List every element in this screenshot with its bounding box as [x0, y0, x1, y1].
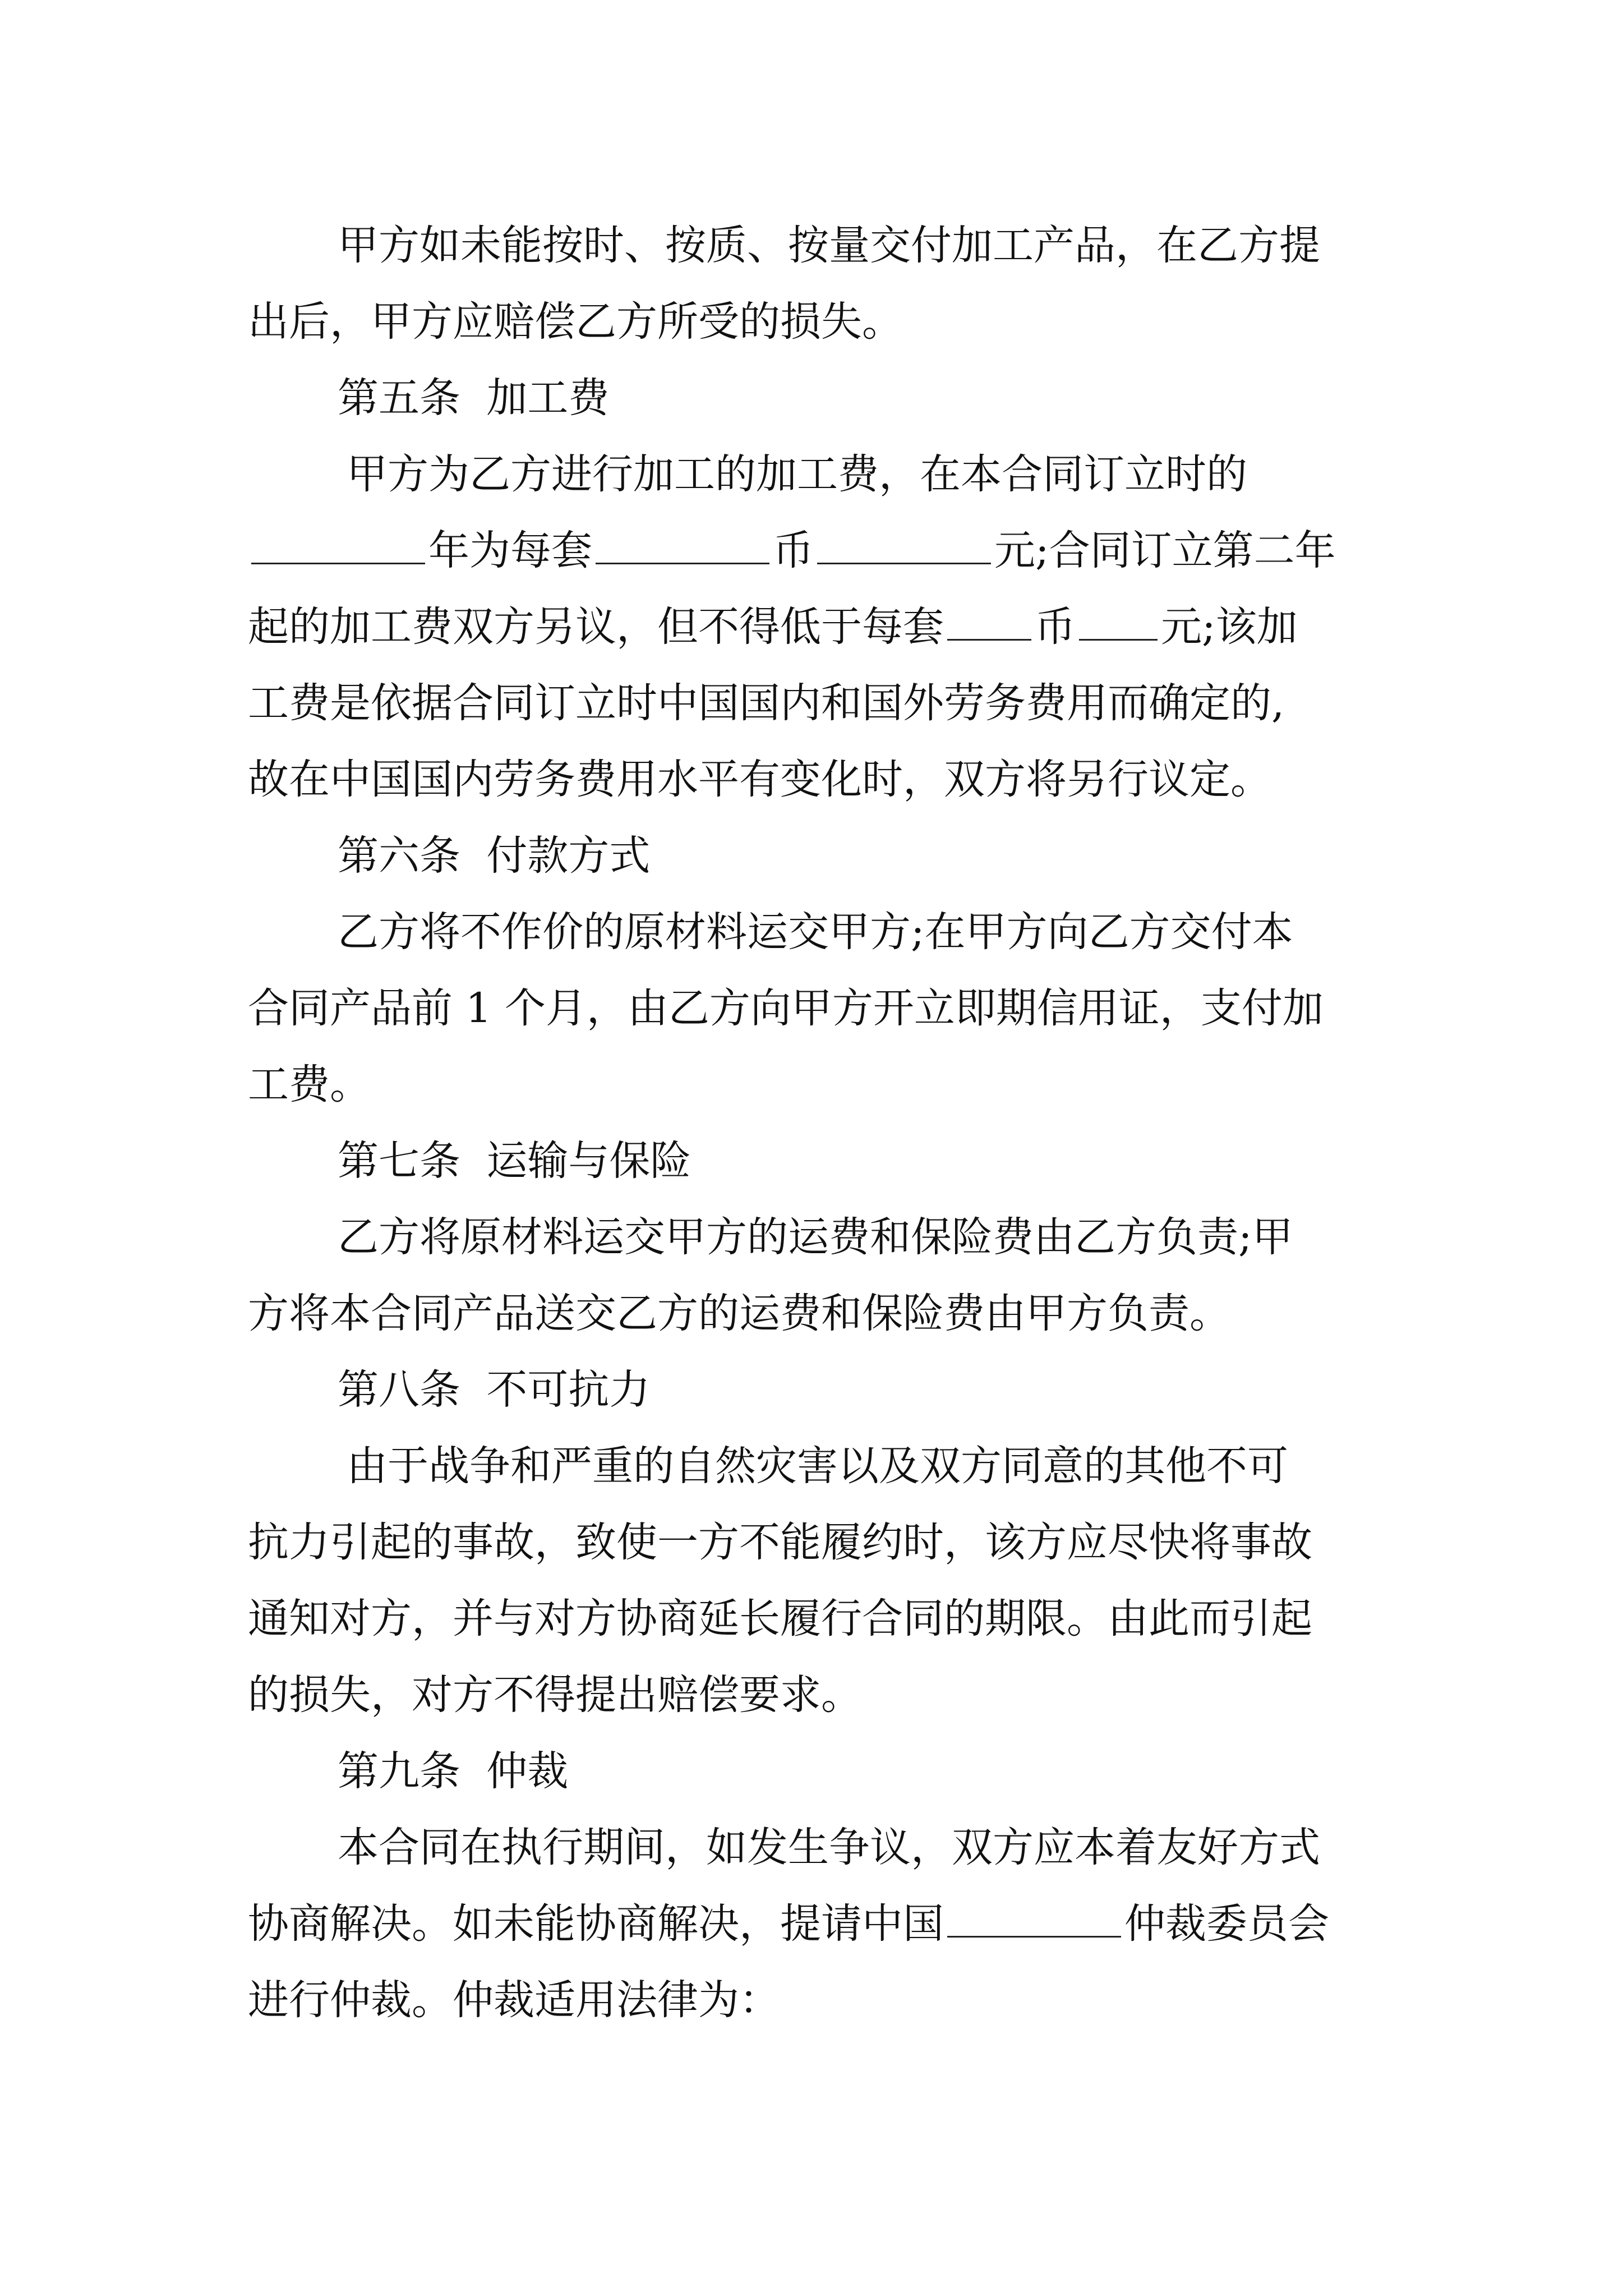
text-run: 合同产品前 1 个月，由乙方向甲方开立即期信用证，支付加	[248, 984, 1324, 1032]
paragraph-line	[248, 1428, 1386, 1504]
text-run: 工费。	[248, 1061, 371, 1108]
article-heading-5	[248, 360, 1386, 436]
heading-text: 第九条 仲裁	[338, 1747, 569, 1795]
paragraph-line	[248, 1581, 1386, 1657]
text-run: 币	[1035, 603, 1076, 651]
article-heading-6	[248, 818, 1386, 894]
paragraph-line	[248, 1504, 1386, 1581]
text-run: 起的加工费双方另议，但不得低于每套	[248, 603, 944, 651]
paragraph-line	[248, 665, 1386, 742]
fill-in-blank[interactable]	[947, 1903, 1121, 1938]
text-run: 协商解决。如未能协商解决，提请中国	[248, 1900, 944, 1948]
paragraph-line	[248, 513, 1386, 589]
paragraph-line	[248, 742, 1386, 818]
paragraph-line	[248, 970, 1386, 1047]
text-run: 年为每套	[428, 527, 592, 574]
paragraph-line	[248, 1886, 1386, 1962]
paragraph-line	[248, 589, 1386, 665]
text-run: 元;该加	[1161, 603, 1298, 651]
paragraph-line	[248, 1657, 1386, 1733]
heading-text: 第七条 运输与保险	[338, 1137, 691, 1185]
paragraph-line	[248, 1047, 1386, 1123]
text-run: 币	[773, 527, 814, 574]
text-run: 抗力引起的事故，致使一方不能履约时，该方应尽快将事故	[248, 1519, 1312, 1566]
paragraph-line	[248, 1199, 1386, 1276]
paragraph-line	[248, 436, 1386, 513]
text-run: 乙方将原材料运交甲方的运费和保险费由乙方负责;甲	[338, 1213, 1293, 1261]
text-run: 工费是依据合同订立时中国国内和国外劳务费用而确定的,	[248, 679, 1285, 727]
text-run: 仲裁委员会	[1124, 1900, 1329, 1948]
paragraph-line	[248, 894, 1386, 970]
text-run: 的损失，对方不得提出赔偿要求。	[248, 1671, 862, 1719]
text-run: 由于战争和严重的自然灾害以及双方同意的其他不可	[347, 1442, 1288, 1490]
article-heading-8	[248, 1352, 1386, 1428]
heading-text: 第六条 付款方式	[338, 832, 651, 880]
text-run: 甲方如未能按时、按质、按量交付加工产品，在乙方提	[338, 222, 1320, 269]
text-run: 本合同在执行期间，如发生争议，双方应本着友好方式	[338, 1824, 1320, 1871]
paragraph-line	[248, 208, 1386, 284]
text-run: 通知对方，并与对方协商延长履行合同的期限。由此而引起	[248, 1595, 1312, 1642]
text-run: 元;合同订立第二年	[994, 527, 1336, 574]
text-run: 甲方为乙方进行加工的加工费，在本合同订立时的	[347, 450, 1247, 498]
text-run: 方将本合同产品送交乙方的运费和保险费由甲方负责。	[248, 1290, 1230, 1337]
fill-in-blank[interactable]	[251, 530, 425, 564]
text-run: 乙方将不作价的原材料运交甲方;在甲方向乙方交付本	[338, 908, 1293, 956]
text-run: 故在中国国内劳务费用水平有变化时，双方将另行议定。	[248, 756, 1271, 803]
heading-text: 第八条 不可抗力	[338, 1366, 651, 1414]
text-run: 出后，甲方应赔偿乙方所受的损失。	[248, 298, 903, 346]
paragraph-line	[248, 284, 1386, 360]
text-run: 进行仲裁。仲裁适用法律为：	[248, 1976, 780, 2024]
contract-text	[248, 208, 1386, 2039]
paragraph-line	[248, 1962, 1386, 2039]
heading-text: 第五条 加工费	[338, 374, 610, 422]
paragraph-line	[248, 1276, 1386, 1352]
fill-in-blank[interactable]	[596, 530, 769, 564]
article-heading-7	[248, 1123, 1386, 1199]
article-heading-9	[248, 1733, 1386, 1810]
fill-in-blank[interactable]	[817, 530, 991, 564]
paragraph-line	[248, 1810, 1386, 1886]
fill-in-blank[interactable]	[1079, 606, 1158, 641]
fill-in-blank[interactable]	[947, 606, 1031, 641]
